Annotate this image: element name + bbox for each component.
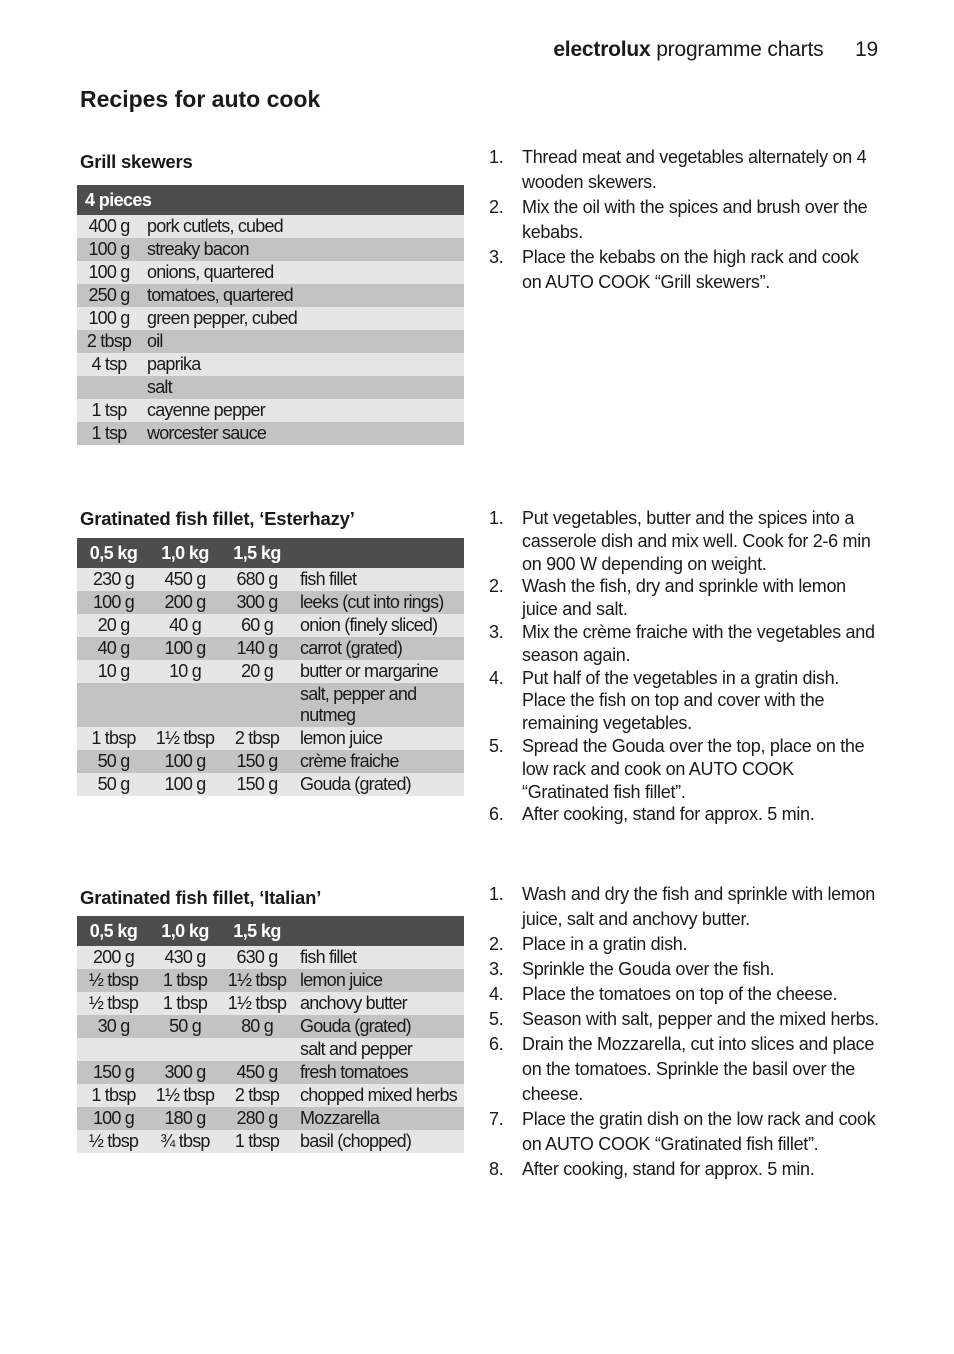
step-text: Put half of the vegetables in a gratin dish. Place the fish on top and cover with the remaining vegetables. (522, 667, 840, 734)
quantity-cell: 60 g (220, 614, 294, 637)
steps-list-grill-skewers (489, 145, 881, 295)
ingredient-cell: salt and pepper (294, 1038, 464, 1061)
quantity-cell: 100 g (77, 307, 141, 330)
table-row (77, 946, 464, 969)
ingredient-cell: fish fillet (294, 568, 464, 591)
step-text: Thread meat and vegetables alternately on 4 wooden skewers. (522, 147, 867, 192)
table-row (77, 284, 464, 307)
table-row (77, 1015, 464, 1038)
quantity-cell: 50 g (77, 773, 150, 796)
quantity-cell: 1½ tbsp (150, 727, 220, 750)
ingredient-cell: fish fillet (294, 946, 464, 969)
steps-list-esterhazy (489, 507, 881, 826)
quantity-cell: 250 g (77, 284, 141, 307)
table-row (77, 727, 464, 750)
step-text: Place the kebabs on the high rack and cook on AUTO COOK “Grill skewers”. (522, 247, 859, 292)
list-item: 4. Place the tomatoes on top of the cheese. (489, 984, 838, 1004)
list-item: 1. Thread meat and vegetables alternately on 4 wooden skewers. (489, 147, 867, 192)
table-row (77, 750, 464, 773)
ingredients-table-grill-skewers (77, 185, 464, 445)
table-row (77, 261, 464, 284)
quantity-cell: 100 g (150, 637, 220, 660)
table-row (77, 992, 464, 1015)
table-row (77, 660, 464, 683)
table-header-row (77, 185, 464, 215)
list-item: 3. Place the kebabs on the high rack and cook on AUTO COOK “Grill skewers”. (489, 247, 859, 292)
quantity-cell: 10 g (77, 660, 150, 683)
table-row (77, 683, 464, 727)
ingredient-cell: green pepper, cubed (141, 307, 464, 330)
quantity-cell: 450 g (150, 568, 220, 591)
step-text: Wash and dry the fish and sprinkle with lemon juice, salt and anchovy butter. (522, 884, 876, 929)
table-header-cell: 0,5 kg (77, 916, 150, 946)
quantity-cell: 180 g (150, 1107, 220, 1130)
quantity-cell: 2 tbsp (220, 1084, 294, 1107)
quantity-cell: 50 g (77, 750, 150, 773)
step-text: Mix the crème fraiche with the vegetables and season again. (522, 621, 875, 665)
ingredient-cell: lemon juice (294, 969, 464, 992)
quantity-cell: ½ tbsp (77, 992, 150, 1015)
page-header (553, 38, 878, 62)
quantity-cell: 150 g (220, 773, 294, 796)
list-item: 2. Mix the oil with the spices and brush over the kebabs. (489, 197, 868, 242)
list-item: 8. After cooking, stand for approx. 5 min. (489, 1159, 815, 1179)
step-text: Place in a gratin dish. (522, 934, 688, 954)
step-text: Drain the Mozzarella, cut into slices and place on the tomatoes. Sprinkle the basil over the cheese. (522, 1034, 875, 1104)
ingredient-cell: chopped mixed herbs (294, 1084, 464, 1107)
list-item: 5. Spread the Gouda over the top, place on the low rack and cook on AUTO COOK “Gratinated fish fillet”. (489, 735, 865, 802)
quantity-cell: 280 g (220, 1107, 294, 1130)
ingredient-cell: cayenne pepper (141, 399, 464, 422)
ingredient-cell: Mozzarella (294, 1107, 464, 1130)
table-row (77, 568, 464, 591)
table-row (77, 307, 464, 330)
table-row (77, 773, 464, 796)
ingredient-cell: onions, quartered (141, 261, 464, 284)
quantity-cell: 630 g (220, 946, 294, 969)
table-row (77, 969, 464, 992)
table-row (77, 637, 464, 660)
quantity-cell: 20 g (77, 614, 150, 637)
quantity-cell: 300 g (150, 1061, 220, 1084)
table-row (77, 215, 464, 238)
ingredient-cell: worcester sauce (141, 422, 464, 445)
recipe-title-esterhazy: Gratinated fish fillet, ‘Esterhazy’ (80, 508, 355, 529)
ingredient-cell: leeks (cut into rings) (294, 591, 464, 614)
quantity-cell: 1½ tbsp (150, 1084, 220, 1107)
quantity-cell: 1 tbsp (150, 969, 220, 992)
quantity-cell (220, 683, 294, 727)
table-row (77, 238, 464, 261)
quantity-cell: 20 g (220, 660, 294, 683)
table-header-cell (294, 538, 464, 568)
recipe-title-italian: Gratinated fish fillet, ‘Italian’ (80, 887, 322, 908)
quantity-cell: 200 g (77, 946, 150, 969)
step-text: Spread the Gouda over the top, place on the low rack and cook on AUTO COOK “Gratinated fish fillet”. (522, 735, 865, 802)
quantity-cell: 1 tsp (77, 399, 141, 422)
table-header-row (77, 538, 464, 568)
quantity-cell (150, 683, 220, 727)
quantity-cell: 140 g (220, 637, 294, 660)
step-text: Place the gratin dish on the low rack and cook on AUTO COOK “Gratinated fish fillet”. (522, 1109, 876, 1154)
step-text: Sprinkle the Gouda over the fish. (522, 959, 775, 979)
step-text: Wash the fish, dry and sprinkle with lemon juice and salt. (522, 576, 846, 620)
quantity-cell: 1 tsp (77, 422, 141, 445)
quantity-cell: 10 g (150, 660, 220, 683)
table-row (77, 376, 464, 399)
quantity-cell (77, 683, 150, 727)
list-item: 2. Wash the fish, dry and sprinkle with lemon juice and salt. (489, 576, 846, 620)
table-row (77, 614, 464, 637)
list-item: 3. Sprinkle the Gouda over the fish. (489, 959, 775, 979)
quantity-cell: 400 g (77, 215, 141, 238)
ingredient-cell: carrot (grated) (294, 637, 464, 660)
table-row (77, 1130, 464, 1153)
section-name: programme charts (656, 38, 824, 61)
quantity-cell: 1 tbsp (220, 1130, 294, 1153)
list-item: 2. Place in a gratin dish. (489, 934, 688, 954)
quantity-cell: 1 tbsp (150, 992, 220, 1015)
ingredient-cell: fresh tomatoes (294, 1061, 464, 1084)
quantity-cell (77, 376, 141, 399)
quantity-cell: 1½ tbsp (220, 969, 294, 992)
quantity-cell: ¾ tbsp (150, 1130, 220, 1153)
quantity-cell: 300 g (220, 591, 294, 614)
quantity-cell: 50 g (150, 1015, 220, 1038)
ingredients-table-italian (77, 916, 464, 1153)
table-row (77, 1061, 464, 1084)
ingredient-cell: Gouda (grated) (294, 1015, 464, 1038)
step-text: Put vegetables, butter and the spices into a casserole dish and mix well. Cook for 2-6 min on 900 W depending on weight. (522, 508, 871, 574)
table-row (77, 330, 464, 353)
quantity-cell: 100 g (77, 238, 141, 261)
table-row (77, 591, 464, 614)
step-text: After cooking, stand for approx. 5 min. (522, 804, 815, 825)
ingredient-cell: salt (141, 376, 464, 399)
ingredient-cell: pork cutlets, cubed (141, 215, 464, 238)
list-item: 5. Season with salt, pepper and the mixed herbs. (489, 1009, 879, 1029)
brand-name: electrolux (553, 38, 651, 61)
table-header-cell (294, 916, 464, 946)
quantity-cell (150, 1038, 220, 1061)
quantity-cell: 30 g (77, 1015, 150, 1038)
quantity-cell: 80 g (220, 1015, 294, 1038)
list-item: 1. Put vegetables, butter and the spices into a casserole dish and mix well. Cook for 2-6 min on 900 W depending on weight. (489, 508, 871, 574)
table-row (77, 422, 464, 445)
ingredient-cell: Gouda (grated) (294, 773, 464, 796)
quantity-cell: 430 g (150, 946, 220, 969)
table-header-row (77, 916, 464, 946)
table-row (77, 1038, 464, 1061)
quantity-cell: 150 g (220, 750, 294, 773)
quantity-cell: 100 g (77, 1107, 150, 1130)
quantity-cell: 1 tbsp (77, 1084, 150, 1107)
ingredient-cell: lemon juice (294, 727, 464, 750)
quantity-cell: 200 g (150, 591, 220, 614)
table-header-cell: 1,0 kg (150, 916, 220, 946)
table-row (77, 353, 464, 376)
list-item: 7. Place the gratin dish on the low rack and cook on AUTO COOK “Gratinated fish fillet”. (489, 1109, 876, 1154)
ingredients-table-esterhazy (77, 538, 464, 796)
step-text: Season with salt, pepper and the mixed herbs. (522, 1009, 879, 1029)
quantity-cell (77, 1038, 150, 1061)
quantity-cell: 40 g (150, 614, 220, 637)
step-text: Place the tomatoes on top of the cheese. (522, 984, 838, 1004)
step-text: After cooking, stand for approx. 5 min. (522, 1159, 815, 1179)
quantity-cell: 150 g (77, 1061, 150, 1084)
table-header-cell: 1,0 kg (150, 538, 220, 568)
table-header-cell: 1,5 kg (220, 538, 294, 568)
quantity-cell: ½ tbsp (77, 1130, 150, 1153)
step-text: Mix the oil with the spices and brush over the kebabs. (522, 197, 868, 242)
table-row (77, 1107, 464, 1130)
ingredient-cell: crème fraiche (294, 750, 464, 773)
recipe-title-grill-skewers: Grill skewers (80, 151, 193, 172)
quantity-cell: 100 g (77, 591, 150, 614)
list-item: 1. Wash and dry the fish and sprinkle with lemon juice, salt and anchovy butter. (489, 884, 876, 929)
quantity-cell: 450 g (220, 1061, 294, 1084)
steps-list-italian (489, 882, 881, 1182)
ingredient-cell: streaky bacon (141, 238, 464, 261)
ingredient-cell: onion (finely sliced) (294, 614, 464, 637)
table-header-cell: 4 pieces (77, 185, 464, 215)
list-item: 3. Mix the crème fraiche with the vegetables and season again. (489, 621, 875, 665)
list-item: 6. After cooking, stand for approx. 5 min. (489, 804, 815, 825)
quantity-cell: 230 g (77, 568, 150, 591)
ingredient-cell: basil (chopped) (294, 1130, 464, 1153)
ingredient-cell: tomatoes, quartered (141, 284, 464, 307)
quantity-cell: 680 g (220, 568, 294, 591)
list-item: 6. Drain the Mozzarella, cut into slices and place on the tomatoes. Sprinkle the basil over the cheese. (489, 1034, 875, 1104)
ingredient-cell: anchovy butter (294, 992, 464, 1015)
table-header-cell: 0,5 kg (77, 538, 150, 568)
table-row (77, 1084, 464, 1107)
ingredient-cell: paprika (141, 353, 464, 376)
quantity-cell: 2 tbsp (77, 330, 141, 353)
quantity-cell: 4 tsp (77, 353, 141, 376)
quantity-cell: 1½ tbsp (220, 992, 294, 1015)
quantity-cell: 2 tbsp (220, 727, 294, 750)
quantity-cell (220, 1038, 294, 1061)
table-row (77, 399, 464, 422)
list-item: 4. Put half of the vegetables in a gratin dish. Place the fish on top and cover with the remaining vegetables. (489, 667, 840, 734)
table-header-cell: 1,5 kg (220, 916, 294, 946)
page-title: Recipes for auto cook (80, 86, 321, 112)
quantity-cell: 100 g (150, 773, 220, 796)
quantity-cell: ½ tbsp (77, 969, 150, 992)
quantity-cell: 40 g (77, 637, 150, 660)
quantity-cell: 100 g (77, 261, 141, 284)
quantity-cell: 100 g (150, 750, 220, 773)
ingredient-cell: oil (141, 330, 464, 353)
page-number: 19 (855, 38, 878, 61)
ingredient-cell: salt, pepper and nutmeg (294, 683, 464, 727)
quantity-cell: 1 tbsp (77, 727, 150, 750)
ingredient-cell: butter or margarine (294, 660, 464, 683)
